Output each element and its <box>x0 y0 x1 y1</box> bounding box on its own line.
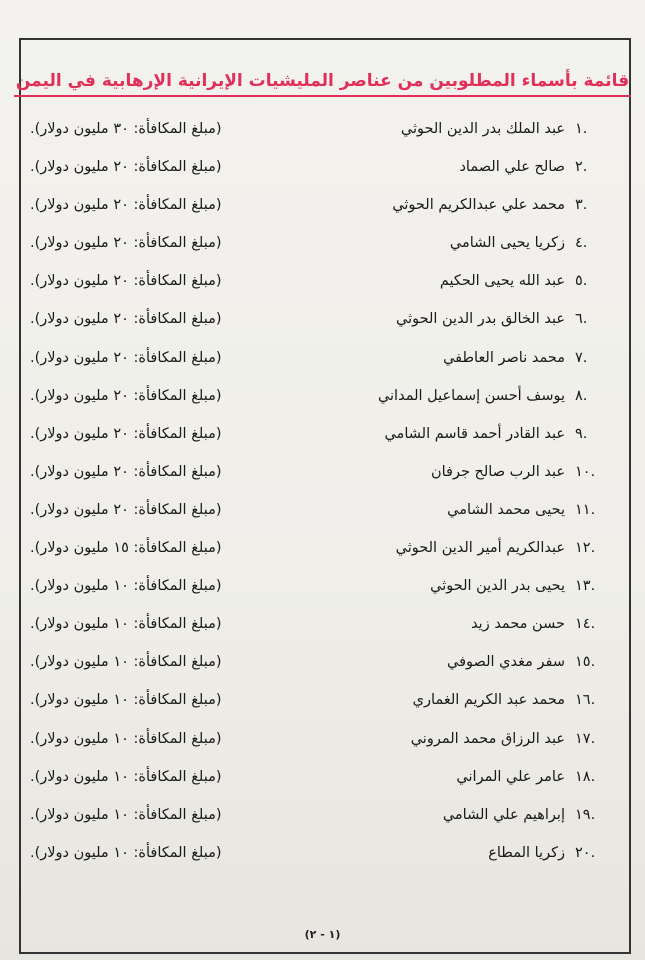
list-item <box>30 801 605 839</box>
entry-reward: (مبلغ المكافأة: ٢٠ مليون دولار). <box>30 273 222 290</box>
entry-name: محمد عبد الكريم الغماري <box>412 692 565 709</box>
entry-name: عبدالكريم أمير الدين الحوثي <box>395 540 565 557</box>
list-item <box>30 382 605 420</box>
entry-reward: (مبلغ المكافأة: ٢٠ مليون دولار). <box>30 501 222 518</box>
list-item <box>30 725 605 763</box>
list-item <box>30 839 605 877</box>
entry-reward: (مبلغ المكافأة: ١٠ مليون دولار). <box>30 578 222 595</box>
list-item <box>30 686 605 724</box>
entry-name: عبد الله يحيى الحكيم <box>439 273 565 290</box>
entry-name: عبد الرزاق محمد المروني <box>410 730 565 747</box>
entry-reward: (مبلغ المكافأة: ٣٠ مليون دولار). <box>30 121 222 137</box>
entry-name: محمد علي عبدالكريم الحوثي <box>392 197 565 214</box>
entry-name: يحيى بدر الدين الحوثي <box>430 578 565 595</box>
entry-number: ٥. <box>575 273 588 290</box>
list-item <box>30 153 605 191</box>
entry-name: عبد الخالق بدر الدين الحوثي <box>395 311 565 328</box>
entry-name: عبد الملك بدر الدين الحوثي <box>400 121 565 137</box>
entry-name: يوسف أحسن إسماعيل المداني <box>377 387 565 404</box>
entry-number: ١٩. <box>575 806 596 823</box>
entry-number: ١٣. <box>575 578 596 595</box>
list-item <box>30 267 605 305</box>
document-title <box>0 68 645 97</box>
entry-name: صالح علي الصماد <box>459 159 565 176</box>
list-item <box>30 305 605 343</box>
entry-reward: (مبلغ المكافأة: ٢٠ مليون دولار). <box>30 159 222 176</box>
list-item <box>30 648 605 686</box>
entry-reward: (مبلغ المكافأة: ٢٠ مليون دولار). <box>30 349 222 366</box>
entry-name: محمد ناصر العاطفي <box>443 349 565 366</box>
entry-number: ٣. <box>575 197 588 214</box>
entry-reward: (مبلغ المكافأة: ١٠ مليون دولار). <box>30 844 222 861</box>
entry-name: سفر مغدي الصوفي <box>447 654 565 671</box>
entry-name: عبد القادر أحمد قاسم الشامي <box>384 425 565 442</box>
entry-name: يحيى محمد الشامي <box>447 501 565 518</box>
list-item <box>30 496 605 534</box>
list-item <box>30 572 605 610</box>
entry-number: ٤. <box>575 235 588 252</box>
entry-reward: (مبلغ المكافأة: ٢٠ مليون دولار). <box>30 235 222 252</box>
entry-name: حسن محمد زيد <box>471 616 565 633</box>
entry-reward: (مبلغ المكافأة: ١٠ مليون دولار). <box>30 616 222 633</box>
entry-number: ٦. <box>575 311 588 328</box>
entry-number: ٢. <box>575 159 588 176</box>
entry-reward: (مبلغ المكافأة: ١٠ مليون دولار). <box>30 806 222 823</box>
entry-number: ٧. <box>575 349 588 366</box>
entry-name: إبراهيم علي الشامي <box>442 806 565 823</box>
entry-reward: (مبلغ المكافأة: ٢٠ مليون دولار). <box>30 425 222 442</box>
entry-number: ١١. <box>575 501 596 518</box>
list-item <box>30 763 605 801</box>
page-number: (١ - ٢) <box>304 928 341 941</box>
entry-number: ١. <box>575 121 588 137</box>
entry-number: ١٦. <box>575 692 596 709</box>
list-item <box>30 458 605 496</box>
entry-reward: (مبلغ المكافأة: ١٠ مليون دولار). <box>30 654 222 671</box>
list-item <box>30 610 605 648</box>
entry-number: ٩. <box>575 425 588 442</box>
list-item <box>30 420 605 458</box>
list-item <box>30 344 605 382</box>
entry-name: عامر علي المراني <box>456 768 565 785</box>
document-title-text: قائمة بأسماء المطلوبين من عناصر المليشيات الإيرانية الإرهابية في اليمن <box>14 68 631 97</box>
entry-reward: (مبلغ المكافأة: ٢٠ مليون دولار). <box>30 463 222 480</box>
entry-reward: (مبلغ المكافأة: ٢٠ مليون دولار). <box>30 387 222 404</box>
entry-number: ٨. <box>575 387 588 404</box>
entry-name: زكريا يحيى الشامي <box>449 235 565 252</box>
entry-number: ١٢. <box>575 540 596 557</box>
entry-reward: (مبلغ المكافأة: ١٠ مليون دولار). <box>30 768 222 785</box>
entry-reward: (مبلغ المكافأة: ١٥ مليون دولار). <box>30 540 222 557</box>
list-item <box>30 115 605 153</box>
entry-reward: (مبلغ المكافأة: ١٠ مليون دولار). <box>30 692 222 709</box>
entry-number: ١٠. <box>575 463 596 480</box>
entry-number: ١٧. <box>575 730 596 747</box>
entry-reward: (مبلغ المكافأة: ٢٠ مليون دولار). <box>30 197 222 214</box>
entry-number: ١٤. <box>575 616 596 633</box>
entry-reward: (مبلغ المكافأة: ١٠ مليون دولار). <box>30 730 222 747</box>
list-item <box>30 191 605 229</box>
entry-name: زكريا المطاع <box>488 844 565 861</box>
entry-number: ١٨. <box>575 768 596 785</box>
list-item <box>30 229 605 267</box>
wanted-list <box>30 115 605 877</box>
entry-reward: (مبلغ المكافأة: ٢٠ مليون دولار). <box>30 311 222 328</box>
entry-name: عبد الرب صالح جرفان <box>430 463 565 480</box>
entry-number: ١٥. <box>575 654 596 671</box>
entry-number: ٢٠. <box>575 844 596 861</box>
list-item <box>30 534 605 572</box>
